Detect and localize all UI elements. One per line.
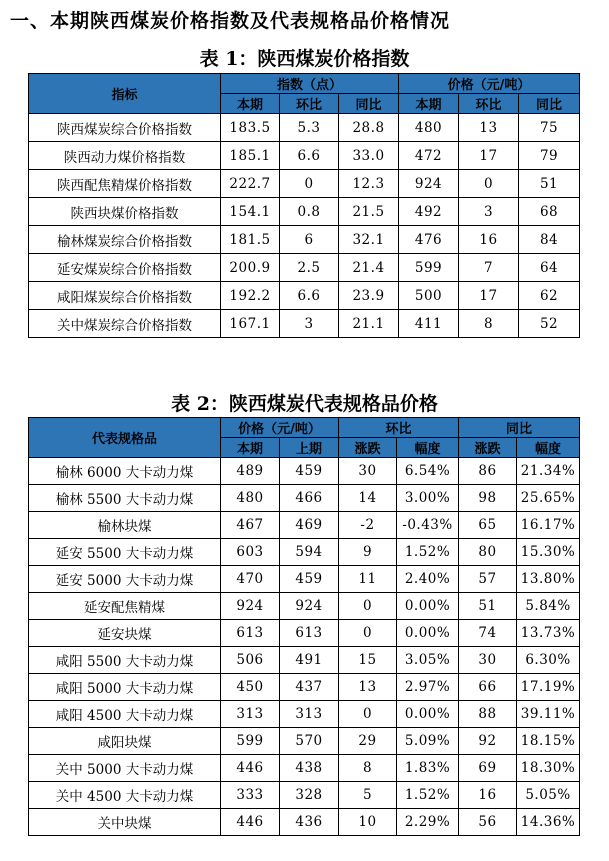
price-yoy-header: 同比 [519,94,580,114]
price-previous-header: 上期 [280,438,339,458]
table-row [29,620,580,647]
table-cell: 0.00% [397,593,459,620]
table-cell: 1.52% [397,539,459,566]
table-cell: 1.83% [397,755,459,782]
yoy-group-header: 同比 [459,418,580,438]
table-cell: 924 [221,593,280,620]
table-cell: 11 [339,566,397,593]
table-cell: 92 [459,728,517,755]
table-cell: 17 [459,282,519,310]
table-cell: 14.36% [517,809,580,836]
table-cell: 75 [519,114,580,142]
table-cell: 6.30% [517,647,580,674]
row-label: 榆林块煤 [29,512,221,539]
table-cell: 5.09% [397,728,459,755]
table-cell: 183.5 [221,114,280,142]
table-row [29,458,580,485]
table-cell: 328 [280,782,339,809]
table-cell: 924 [399,170,459,198]
table-cell: 3 [459,198,519,226]
table-cell: 570 [280,728,339,755]
table-row [29,566,580,593]
row-label: 延安配焦精煤 [29,593,221,620]
table-cell: 13 [339,674,397,701]
table-cell: 459 [280,458,339,485]
table-cell: 470 [221,566,280,593]
table-row [29,701,580,728]
index-yoy-header: 同比 [339,94,399,114]
table-cell: 154.1 [221,198,280,226]
table-row [29,226,580,254]
table-cell: 594 [280,539,339,566]
table-cell: 9 [339,539,397,566]
table-cell: 466 [280,485,339,512]
table-cell: 64 [519,254,580,282]
table-cell: 15 [339,647,397,674]
table-cell: 0 [280,170,339,198]
table-cell: 29 [339,728,397,755]
table-cell: 30 [459,647,517,674]
table-cell: 491 [280,647,339,674]
row-label: 关中块煤 [29,809,221,836]
table-cell: 599 [221,728,280,755]
table-cell: 13 [459,114,519,142]
table1-caption: 表 1：陕西煤炭价格指数 [199,48,410,70]
table-cell: 0.00% [397,620,459,647]
row-label: 陕西块煤价格指数 [29,198,221,226]
table-cell: 222.7 [221,170,280,198]
table-row [29,782,580,809]
row-label: 延安块煤 [29,620,221,647]
mom-group-header: 环比 [339,418,459,438]
row-label: 延安 5000 大卡动力煤 [29,566,221,593]
table-cell: 74 [459,620,517,647]
table-row [29,198,580,226]
table-cell: 57 [459,566,517,593]
row-label: 延安煤炭综合价格指数 [29,254,221,282]
table-cell: 3.05% [397,647,459,674]
table-cell: 51 [519,170,580,198]
table-cell: 438 [280,755,339,782]
table-row [29,674,580,701]
table-cell: 6.6 [280,282,339,310]
table-cell: 32.1 [339,226,399,254]
table-cell: 21.5 [339,198,399,226]
table-cell: 6.54% [397,458,459,485]
table-cell: 2.97% [397,674,459,701]
row-label: 延安 5500 大卡动力煤 [29,539,221,566]
price-index-table [28,73,580,338]
price-group-header: 价格（元/吨） [399,74,580,94]
table-row [29,728,580,755]
price-current-header: 本期 [399,94,459,114]
table-cell: 10 [339,809,397,836]
table-cell: 467 [221,512,280,539]
table2-caption: 表 2：陕西煤炭代表规格品价格 [171,393,438,415]
row-label: 陕西煤炭综合价格指数 [29,114,221,142]
table-cell: 16 [459,782,517,809]
table-cell: 167.1 [221,310,280,338]
table-cell: 3.00% [397,485,459,512]
mom-range-header: 幅度 [397,438,459,458]
table-cell: 5.3 [280,114,339,142]
table-row [29,593,580,620]
table-cell: 80 [459,539,517,566]
table-cell: 5.05% [517,782,580,809]
table-cell: 5.84% [517,593,580,620]
table-row [29,114,580,142]
table-row [29,170,580,198]
table-cell: 28.8 [339,114,399,142]
price-mom-header: 环比 [459,94,519,114]
table-cell: 192.2 [221,282,280,310]
table-cell: 0.8 [280,198,339,226]
table-cell: 613 [280,620,339,647]
row-label: 咸阳 5000 大卡动力煤 [29,674,221,701]
row-label: 咸阳煤炭综合价格指数 [29,282,221,310]
table-cell: 8 [339,755,397,782]
table-cell: 450 [221,674,280,701]
table-cell: 599 [399,254,459,282]
table-cell: 69 [459,755,517,782]
table-cell: 446 [221,809,280,836]
table-cell: 437 [280,674,339,701]
yoy-range-header: 幅度 [517,438,580,458]
row-label: 关中 4500 大卡动力煤 [29,782,221,809]
table-cell: -0.43% [397,512,459,539]
table-cell: 16.17% [517,512,580,539]
table-cell: 500 [399,282,459,310]
table-cell: 17.19% [517,674,580,701]
table-cell: 86 [459,458,517,485]
row-label: 关中煤炭综合价格指数 [29,310,221,338]
table-row [29,512,580,539]
table-row [29,755,580,782]
table-row [29,310,580,338]
table-cell: 613 [221,620,280,647]
table-cell: 480 [221,485,280,512]
table-cell: 506 [221,647,280,674]
table-cell: 0 [339,593,397,620]
table-cell: 13.73% [517,620,580,647]
index-current-header: 本期 [221,94,280,114]
row-label: 关中 5000 大卡动力煤 [29,755,221,782]
table-cell: 0 [339,701,397,728]
table-cell: 0.00% [397,701,459,728]
table-cell: 12.3 [339,170,399,198]
table-cell: 25.65% [517,485,580,512]
row-label: 榆林 6000 大卡动力煤 [29,458,221,485]
row-label: 陕西动力煤价格指数 [29,142,221,170]
table-cell: 411 [399,310,459,338]
table-row [29,254,580,282]
table-cell: 5 [339,782,397,809]
table-cell: 0 [339,620,397,647]
table-cell: 446 [221,755,280,782]
table-cell: 56 [459,809,517,836]
index-mom-header: 环比 [280,94,339,114]
row-label: 咸阳块煤 [29,728,221,755]
table-cell: 8 [459,310,519,338]
price-group-header: 价格（元/吨） [221,418,339,438]
table-cell: 313 [280,701,339,728]
col-product-header: 代表规格品 [29,418,221,458]
table-cell: 185.1 [221,142,280,170]
section-heading: 一、本期陕西煤炭价格指数及代表规格品价格情况 [10,10,451,32]
table-cell: 88 [459,701,517,728]
yoy-change-header: 涨跌 [459,438,517,458]
table-cell: 21.1 [339,310,399,338]
mom-change-header: 涨跌 [339,438,397,458]
table-row [29,539,580,566]
table-cell: 6 [280,226,339,254]
table-cell: 480 [399,114,459,142]
table-row [29,485,580,512]
table-cell: 476 [399,226,459,254]
table-cell: 472 [399,142,459,170]
table-cell: 30 [339,458,397,485]
table-cell: -2 [339,512,397,539]
product-price-table [28,417,580,836]
table-cell: 98 [459,485,517,512]
table-cell: 23.9 [339,282,399,310]
table-cell: 52 [519,310,580,338]
table-cell: 79 [519,142,580,170]
table-cell: 68 [519,198,580,226]
price-current-header: 本期 [221,438,280,458]
row-label: 咸阳 5500 大卡动力煤 [29,647,221,674]
table-cell: 13.80% [517,566,580,593]
table-cell: 489 [221,458,280,485]
table-cell: 18.15% [517,728,580,755]
table-cell: 603 [221,539,280,566]
table-cell: 65 [459,512,517,539]
table-cell: 7 [459,254,519,282]
row-label: 陕西配焦精煤价格指数 [29,170,221,198]
table-cell: 200.9 [221,254,280,282]
table-cell: 0 [459,170,519,198]
table-cell: 181.5 [221,226,280,254]
table-cell: 333 [221,782,280,809]
table-cell: 6.6 [280,142,339,170]
table-cell: 84 [519,226,580,254]
row-label: 咸阳 4500 大卡动力煤 [29,701,221,728]
table-cell: 51 [459,593,517,620]
table-cell: 62 [519,282,580,310]
table-cell: 18.30% [517,755,580,782]
table-row [29,142,580,170]
table-cell: 469 [280,512,339,539]
table-cell: 2.29% [397,809,459,836]
table-cell: 3 [280,310,339,338]
table-row [29,282,580,310]
table-cell: 436 [280,809,339,836]
table-cell: 2.40% [397,566,459,593]
table-cell: 1.52% [397,782,459,809]
table-cell: 313 [221,701,280,728]
table-cell: 21.4 [339,254,399,282]
col-indicator-header: 指标 [29,74,221,114]
table-cell: 17 [459,142,519,170]
table-cell: 33.0 [339,142,399,170]
table-cell: 15.30% [517,539,580,566]
table-row [29,809,580,836]
row-label: 榆林煤炭综合价格指数 [29,226,221,254]
table-row [29,647,580,674]
table-cell: 14 [339,485,397,512]
table-cell: 39.11% [517,701,580,728]
table-cell: 21.34% [517,458,580,485]
table-cell: 924 [280,593,339,620]
table-cell: 66 [459,674,517,701]
row-label: 榆林 5500 大卡动力煤 [29,485,221,512]
table-cell: 16 [459,226,519,254]
index-group-header: 指数（点） [221,74,399,94]
table-cell: 459 [280,566,339,593]
table-cell: 492 [399,198,459,226]
table-cell: 2.5 [280,254,339,282]
